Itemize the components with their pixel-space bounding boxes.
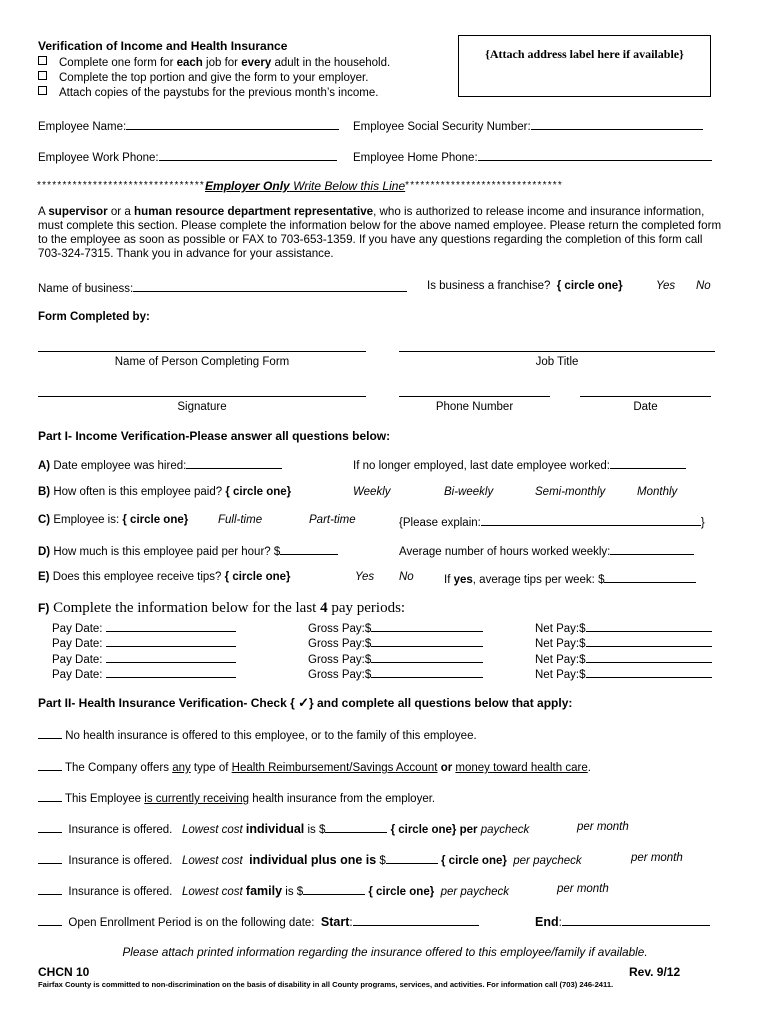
net-pay-row: Net Pay:$ [535,620,712,635]
gross-pay-row: Gross Pay:$ [308,620,483,635]
checkbox-bullet-icon [38,86,47,95]
gross-pay-row: Gross Pay:$ [308,635,483,650]
pay-freq-monthly[interactable]: Monthly [637,486,678,498]
business-name-field[interactable] [133,280,407,292]
net-pay-field[interactable] [586,635,712,647]
hourly-pay-field[interactable] [280,543,338,555]
question-c-row: C) Employee is: { circle one} [38,514,189,526]
family-per-month[interactable]: per month [557,883,609,895]
employee-fulltime[interactable]: Full-time [218,514,263,526]
explain-field[interactable] [481,514,701,526]
pay-freq-semimonthly[interactable]: Semi-monthly [535,486,606,498]
individual-cost-field[interactable] [325,821,387,833]
pay-date-row: Pay Date: [52,666,236,681]
hra-check[interactable] [38,759,62,771]
phone-line[interactable] [399,396,550,397]
phone-caption: Phone Number [435,401,514,413]
pay-date-row: Pay Date: [52,651,236,666]
enrollment-end-field[interactable] [562,914,710,926]
employee-ssn-row [353,118,703,133]
employer-only-text: Employer Only [205,179,290,193]
date-line[interactable] [580,396,711,397]
completer-name-line[interactable] [38,351,366,352]
net-pay-row: Net Pay:$ [535,666,712,681]
form-completed-heading: Form Completed by: [38,311,150,323]
job-title-caption: Job Title [535,356,579,368]
pay-date-row: Pay Date: [52,635,236,650]
address-label-text: {Attach address label here if available} [485,47,684,61]
job-title-line[interactable] [399,351,715,352]
gross-pay-row: Gross Pay:$ [308,666,483,681]
address-label-box[interactable] [458,35,711,97]
attach-note: Please attach printed information regarding the insurance offered to this employee/family if available. [122,945,648,959]
home-phone-field[interactable] [478,149,712,161]
work-phone-label: Employee Work Phone: [38,152,159,164]
work-phone-field[interactable] [159,149,337,161]
individual-check[interactable] [38,821,62,833]
tips-no-option[interactable]: No [399,571,414,583]
enrollment-end-row: End: [535,914,710,929]
gross-pay-field[interactable] [371,666,483,678]
signature-line[interactable] [38,396,366,397]
question-e-row: E) Does this employee receive tips? { circle one} [38,571,291,583]
part1-heading: Part I- Income Verification-Please answer all questions below: [38,429,391,443]
family-check[interactable] [38,883,62,895]
tips-yes-option[interactable]: Yes [355,571,375,583]
instruction-bullet: Attach copies of the paystubs for the previous month’s income. [38,86,378,99]
date-caption: Date [633,401,658,413]
employee-ssn-field[interactable] [531,118,703,130]
open-enrollment-item: Open Enrollment Period is on the following date: Start: [38,914,479,929]
avg-tips-field[interactable] [604,571,696,583]
pay-freq-weekly[interactable]: Weekly [353,486,391,498]
gross-pay-row: Gross Pay:$ [308,651,483,666]
business-name-label: Name of business: [38,283,134,295]
work-phone-row [38,149,337,164]
no-insurance-check[interactable] [38,727,62,739]
receiving-item: This Employee is currently receiving health insurance from the employer. [38,790,435,805]
franchise-row: Is business a franchise? { circle one} [427,280,623,292]
net-pay-row: Net Pay:$ [535,635,712,650]
family-cost-item: Insurance is offered. Lowest cost family is $ { circle one} per paycheck [38,883,509,898]
enrollment-start-field[interactable] [353,914,479,926]
franchise-label: Is business a franchise? [427,280,551,292]
question-f-row: F) Complete the information below for the last 4 pay periods: [38,600,406,616]
pay-date-field[interactable] [106,651,236,663]
instruction-bullet: Complete the top portion and give the form to your employer. [38,71,368,84]
question-d-row: D) How much is this employee paid per hour? $ [38,543,338,558]
employee-name-label: Employee Name: [38,121,127,133]
plus-one-per-month[interactable]: per month [631,852,683,864]
employer-only-divider: *********************************Employer Only Write Below this Line******************************* [37,179,563,193]
franchise-no-option[interactable]: No [696,280,711,292]
checkmark-icon: ✓ [298,695,309,710]
explain-row: {Please explain: } [399,514,705,529]
employee-name-row [38,118,339,133]
pay-freq-biweekly[interactable]: Bi-weekly [444,486,494,498]
no-insurance-item: No health insurance is offered to this employee, or to the family of this employee. [38,727,477,742]
gross-pay-field[interactable] [371,620,483,632]
completer-name-caption: Name of Person Completing Form [114,356,290,368]
pay-date-field[interactable] [106,620,236,632]
form-id: CHCN 10 [38,965,90,979]
gross-pay-field[interactable] [371,651,483,663]
franchise-yes-option[interactable]: Yes [656,280,676,292]
home-phone-row [353,149,712,164]
avg-tips-row: If yes, average tips per week: $ [444,571,696,586]
pay-date-row: Pay Date: [52,620,236,635]
gross-pay-field[interactable] [371,635,483,647]
individual-cost-item: Insurance is offered. Lowest cost individual is $ { circle one} per paycheck [38,821,529,836]
pay-date-field[interactable] [106,666,236,678]
question-a-row: A) Date employee was hired: [38,457,282,472]
hire-date-field[interactable] [186,457,282,469]
plus-one-cost-field[interactable] [386,852,438,864]
receiving-check[interactable] [38,790,62,802]
net-pay-row: Net Pay:$ [535,651,712,666]
part2-heading: Part II- Health Insurance Verification- Check { ✓} and complete all questions below that apply: [38,695,573,710]
hra-item: The Company offers any type of Health Reimbursement/Savings Account or money toward health care. [38,759,591,774]
plus-one-cost-item: Insurance is offered. Lowest cost individual plus one is $ { circle one} per paycheck [38,852,582,867]
net-pay-field[interactable] [586,620,712,632]
checkbox-bullet-icon [38,71,47,80]
net-pay-field[interactable] [586,666,712,678]
signature-caption: Signature [177,401,227,413]
avg-hours-field[interactable] [610,543,694,555]
employee-parttime[interactable]: Part-time [309,514,356,526]
pay-date-field[interactable] [106,635,236,647]
home-phone-label: Employee Home Phone: [353,152,478,164]
avg-hours-row: Average number of hours worked weekly: [399,543,694,558]
intro-paragraph: A supervisor or a human resource department representative, who is authorized to release income and insurance information, must complete this section. Please complete the information below for the above named employee. Please return the completed form to the employee as soon as possible or FAX to 703-653-1359. If you have any questions regarding the completion of this form call 703-324-7315. Thank you in advance for your assistance. [38,205,722,260]
checkbox-bullet-icon [38,56,47,65]
last-date-row: If no longer employed, last date employee worked: [353,457,686,472]
open-enrollment-check[interactable] [38,914,62,926]
family-cost-field[interactable] [303,883,365,895]
disclaimer: Fairfax County is committed to non-discrimination on the basis of disability in all County programs, services, and activities. For information call (703) 246-2411. [38,980,614,989]
question-b-row: B) How often is this employee paid? { circle one} [38,486,292,498]
employee-name-field[interactable] [126,118,339,130]
last-date-field[interactable] [610,457,686,469]
employee-ssn-label: Employee Social Security Number: [353,121,531,133]
instruction-bullet: Complete one form for each job for every adult in the household. [38,56,390,69]
revision: Rev. 9/12 [629,965,681,979]
individual-per-month[interactable]: per month [577,821,629,833]
plus-one-check[interactable] [38,852,62,864]
net-pay-field[interactable] [586,651,712,663]
business-name-row [38,280,407,295]
form-title: Verification of Income and Health Insurance [38,39,288,53]
